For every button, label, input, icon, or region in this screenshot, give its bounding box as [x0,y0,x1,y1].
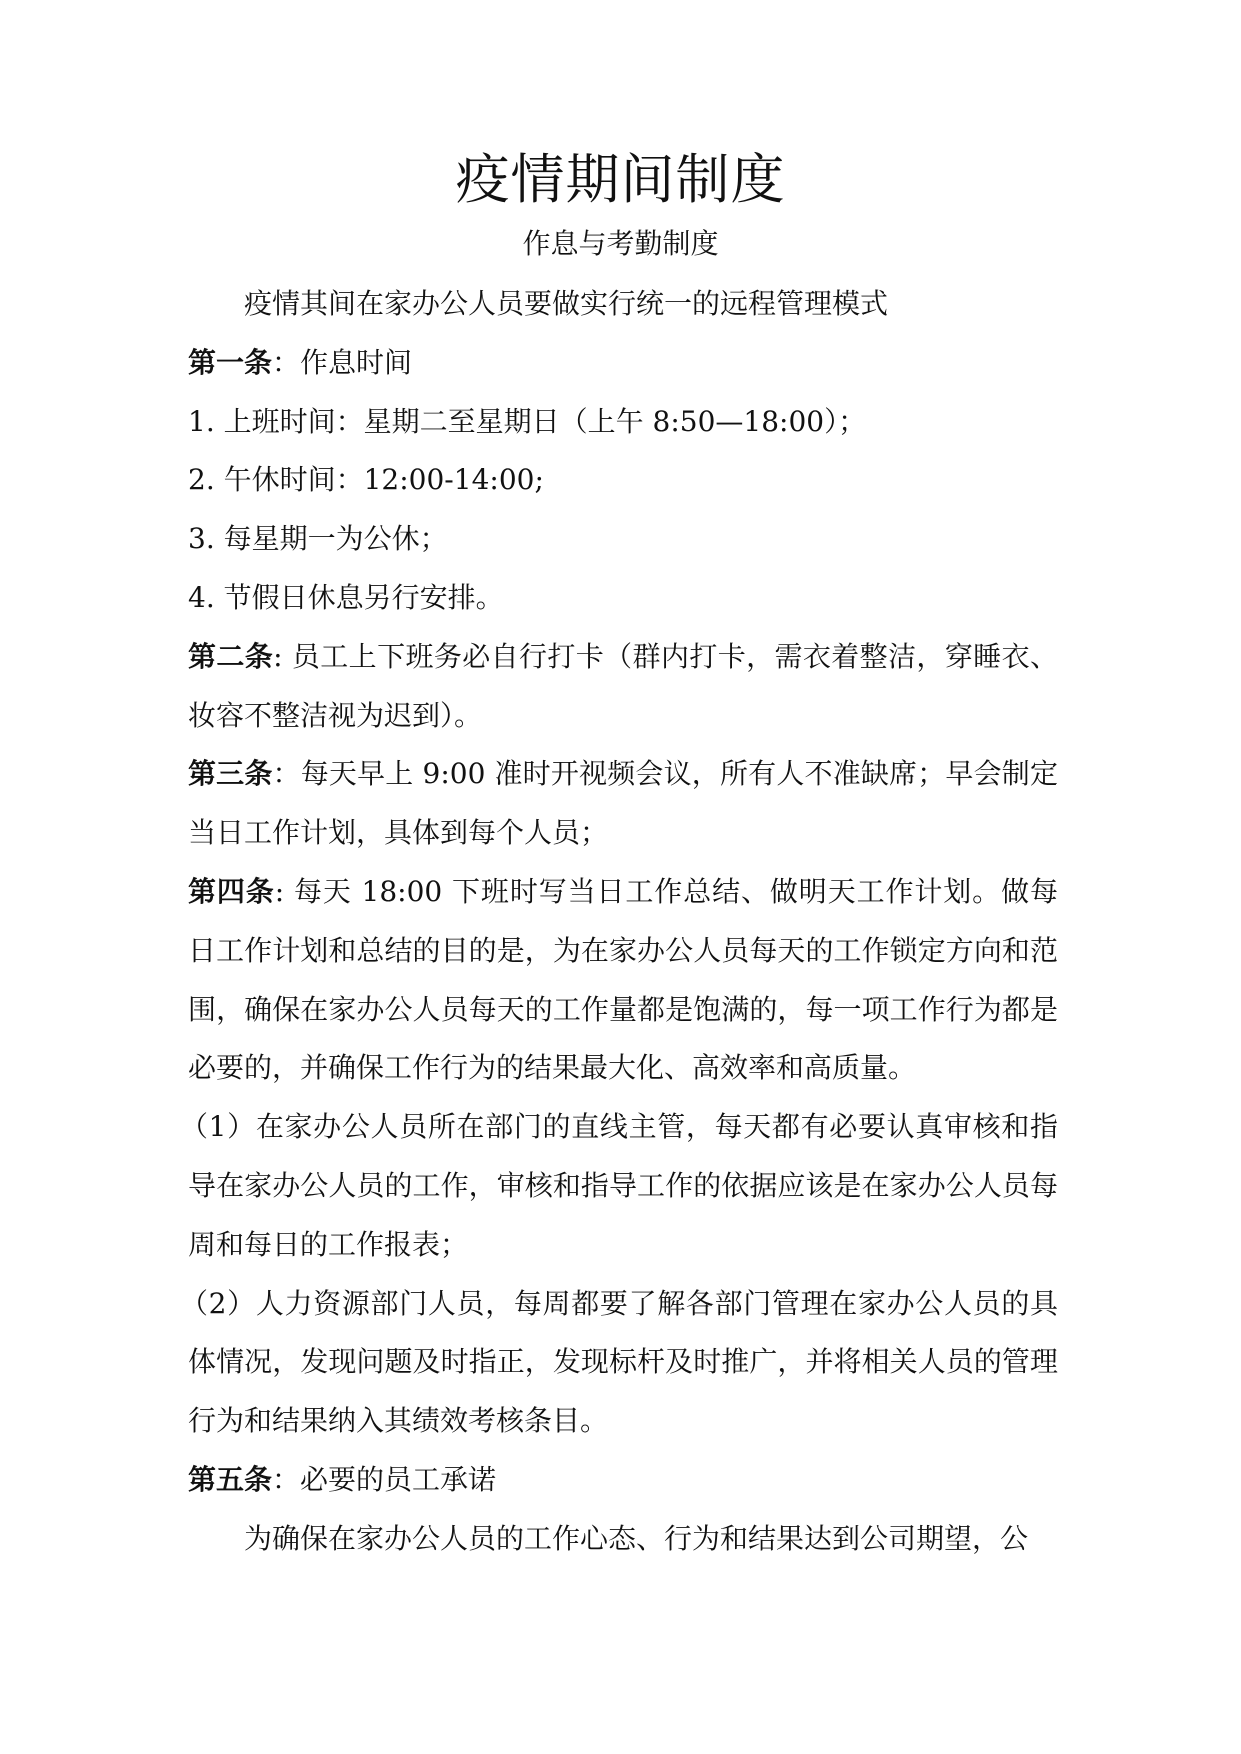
document-body [180,275,1058,1569]
article-5-paragraph: 为确保在家办公人员的工作心态、行为和结果达到公司期望，公 [244,1521,1029,1555]
article-5-separator: ： [272,1462,301,1496]
article-1-label: 第一条 [188,345,273,379]
schedule-item-4: 4. 节假日休息另行安排。 [188,580,504,614]
document-title: 疫情期间制度 [455,148,786,211]
article-3-separator: ： [272,757,301,791]
schedule-item-1: 1. 上班时间：星期二至星期日（上午 8:50—18:00）； [188,404,867,438]
article-5 [188,1451,1058,1510]
article-4-separator: : [274,874,294,908]
article-4-point-2: （2）人力资源部门人员，每周都要了解各部门管理在家办公人员的具体情况，发现问题及时指正，发现标杆及时推广，并将相关人员的管理行为和结果纳入其绩效考核条目。 [180,1286,1058,1438]
schedule-item-3: 3. 每星期一为公休； [188,522,448,556]
article-2 [188,628,1058,746]
article-1 [188,334,1058,393]
article-3-text: 每天早上 9:00 准时开视频会议，所有人不准缺席；早会制定当日工作计划，具体到每个人员； [188,757,1058,850]
article-3 [188,745,1058,863]
article-4-label: 第四条 [188,874,275,908]
article-2-separator: : [273,639,292,673]
schedule-item-2: 2. 午休时间：12:00-14:00; [188,463,544,497]
article-1-text: 作息时间 [300,345,413,379]
intro-paragraph: 疫情其间在家办公人员要做实行统一的远程管理模式 [244,287,889,320]
article-4-text: 每天 18:00 下班时写当日工作总结、做明天工作计划。做每日工作计划和总结的目的是，为在家办公人员每天的工作锁定方向和范围，确保在家办公人员每天的工作量都是饱满的，每一项工作行为都是必要的，并确保工作行为的结果最大化、高效率和高质量。 [188,874,1058,1085]
article-2-text: 员工上下班务必自行打卡（群内打卡，需衣着整洁，穿睡衣、妆容不整洁视为迟到）。 [188,639,1058,732]
article-1-separator: ： [272,345,301,379]
article-3-label: 第三条 [188,757,273,791]
article-4 [188,863,1058,1098]
article-5-label: 第五条 [188,1462,273,1496]
article-2-label: 第二条 [188,639,274,673]
article-4-point-1: （1）在家办公人员所在部门的直线主管，每天都有必要认真审核和指导在家办公人员的工作，审核和指导工作的依据应该是在家办公人员每周和每日的工作报表； [180,1110,1058,1261]
document-subtitle: 作息与考勤制度 [522,227,719,260]
article-5-text: 必要的员工承诺 [300,1462,497,1496]
